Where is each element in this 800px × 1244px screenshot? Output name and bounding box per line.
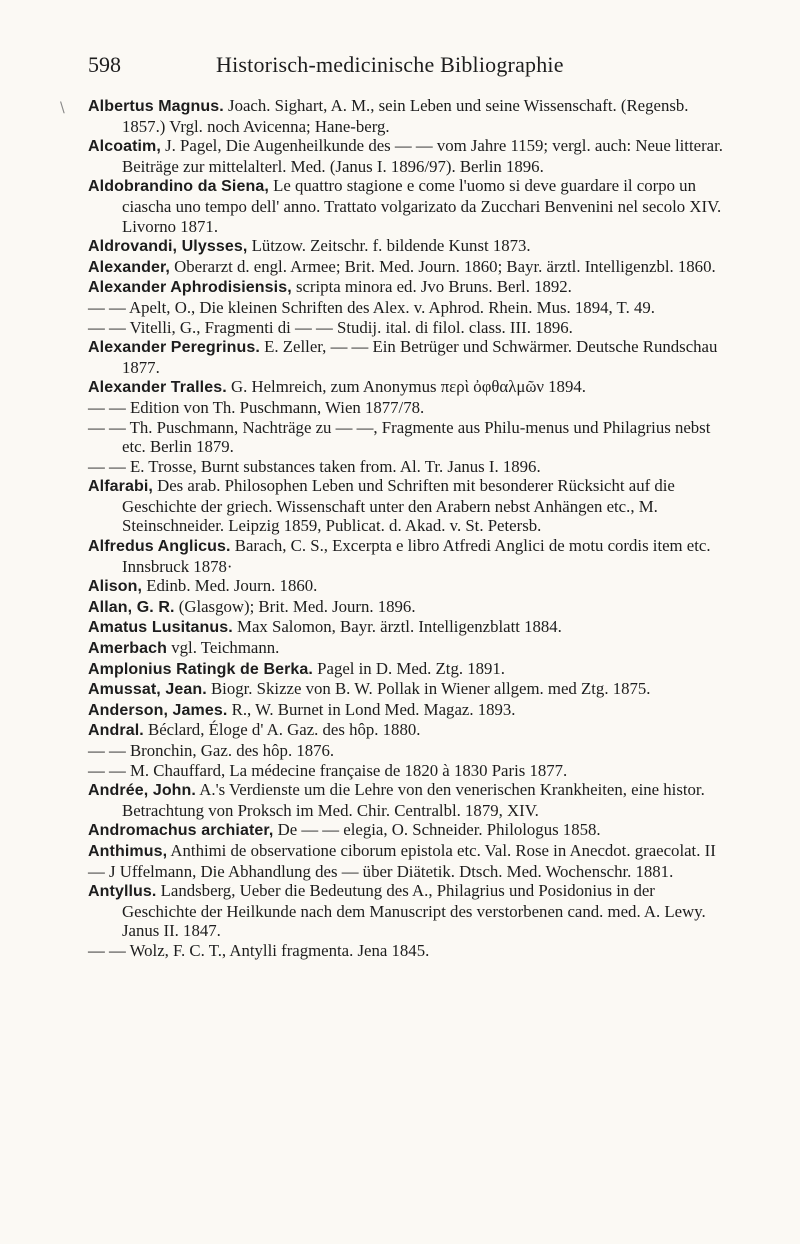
bibliography-entry bbox=[88, 820, 728, 841]
bibliography-entry bbox=[88, 841, 728, 862]
bibliography-entry bbox=[88, 398, 728, 418]
bibliography-entry bbox=[88, 236, 728, 257]
entry-heading: Andrée, John. bbox=[88, 782, 196, 800]
bibliography-entry bbox=[88, 476, 728, 536]
bibliography-entry bbox=[88, 780, 728, 820]
entry-text: — — Vitelli, G., Fragmenti di — — Studij. ital. di filol. class. III. 1896. bbox=[88, 317, 573, 337]
entry-text: Le quattro stagione e come l'uomo si deve guardare il corpo un ciascha uno tempo dell' anno. Trattato volgarizato da Zucchari Benvenini nel secolo XIV. Livorno 1871. bbox=[122, 176, 722, 236]
entry-heading: Alcoatim, bbox=[88, 138, 161, 156]
bibliography-entry bbox=[88, 638, 728, 659]
entry-heading: Anthimus, bbox=[88, 842, 168, 860]
entry-heading: Aldobrandino da Siena, bbox=[88, 178, 269, 196]
entry-heading: Alfarabi, bbox=[88, 478, 153, 496]
bibliography-entry bbox=[88, 277, 728, 298]
bibliography-entry bbox=[88, 720, 728, 741]
entry-text: R., W. Burnet in Lond Med. Magaz. 1893. bbox=[227, 699, 516, 719]
bibliography-entry bbox=[88, 536, 728, 576]
bibliography-entry bbox=[88, 700, 728, 721]
entry-heading: Andromachus archiater, bbox=[88, 822, 274, 840]
entry-text: Joach. Sighart, A. M., sein Leben und seine Wissenschaft. (Regensb. 1857.) Vrgl. noch Avicenna; Hane-berg. bbox=[122, 96, 689, 136]
entry-text: A.'s Verdienste um die Lehre von den venerischen Krankheiten, eine histor. Betrachtung von Proksch im Med. Chir. Centralbl. 1879, XIV. bbox=[122, 780, 705, 820]
entry-text: Oberarzt d. engl. Armee; Brit. Med. Journ. 1860; Bayr. ärztl. Intelligenzbl. 1860. bbox=[169, 256, 716, 276]
entry-text: — — Bronchin, Gaz. des hôp. 1876. bbox=[88, 741, 335, 760]
bibliography-entry bbox=[88, 741, 728, 761]
bibliography-entries bbox=[88, 96, 728, 961]
entry-text: J. Pagel, Die Augenheilkunde des — — vom Jahre 1159; vergl. auch: Neue litterar. Beiträge zur mittelalterl. Med. (Janus I. 1896/97). Berlin 1896. bbox=[122, 136, 723, 176]
bibliography-entry bbox=[88, 881, 728, 941]
entry-text: Barach, C. S., Excerpta e libro Atfredi Anglici de motu cordis item etc. Innsbruck 1878· bbox=[122, 536, 711, 576]
entry-heading: Allan, G. R. bbox=[88, 598, 175, 616]
entry-text: — — Th. Puschmann, Nachträge zu — —, Fragmente aus Philu-menus und Philagrius nebst etc. Berlin 1879. bbox=[88, 417, 711, 457]
bibliography-entry bbox=[88, 257, 728, 278]
entry-text: Pagel in D. Med. Ztg. 1891. bbox=[312, 658, 506, 678]
entry-heading: Alison, bbox=[88, 578, 143, 596]
entry-text: De — — elegia, O. Schneider. Philologus 1858. bbox=[273, 820, 601, 840]
entry-heading: Alexander, bbox=[88, 258, 170, 276]
entry-text: Des arab. Philosophen Leben und Schriften mit besonderer Rücksicht auf die Geschichte der griech. Wissenschaft unter den Arabern nebst Anhängen etc., M. Steinschneider. Leipzig 1859, Publicat. d. Akad. v. St. Petersb. bbox=[122, 476, 675, 536]
entry-text: (Glasgow); Brit. Med. Journ. 1896. bbox=[174, 596, 416, 616]
bibliography-entry bbox=[88, 941, 728, 961]
bibliography-entry bbox=[88, 337, 728, 377]
bibliography-entry bbox=[88, 659, 728, 680]
page-number: 598 bbox=[88, 52, 121, 77]
entry-heading: Antyllus. bbox=[88, 883, 157, 901]
entry-heading: Alexander Tralles. bbox=[88, 379, 227, 397]
entry-heading: Amerbach bbox=[88, 640, 168, 658]
entry-text: Biogr. Skizze von B. W. Pollak in Wiener allgem. med Ztg. 1875. bbox=[206, 679, 651, 699]
running-title: Historisch-medicinische Bibliographie bbox=[216, 52, 564, 77]
entry-heading: Amussat, Jean. bbox=[88, 681, 207, 699]
entry-heading: Amatus Lusitanus. bbox=[88, 619, 233, 637]
bibliography-entry bbox=[88, 96, 728, 136]
entry-heading: Amplonius Ratingk de Berka. bbox=[88, 660, 313, 678]
entry-heading: Anderson, James. bbox=[88, 701, 228, 719]
entry-text: — — M. Chauffard, La médecine française de 1820 à 1830 Paris 1877. bbox=[88, 760, 568, 780]
bibliography-entry bbox=[88, 377, 728, 398]
bibliography-entry bbox=[88, 418, 728, 457]
entry-text: Max Salomon, Bayr. ärztl. Intelligenzblatt 1884. bbox=[232, 617, 562, 637]
entry-text: G. Helmreich, zum Anonymus περὶ ὀφθαλμῶν 1894. bbox=[226, 377, 586, 397]
entry-heading: Aldrovandi, Ulysses, bbox=[88, 238, 248, 256]
bibliography-entry bbox=[88, 136, 728, 176]
bibliography-entry bbox=[88, 679, 728, 700]
bibliography-entry bbox=[88, 862, 728, 882]
entry-text: — J Uffelmann, Die Abhandlung des — über Diätetik. Dtsch. Med. Wochenschr. 1881. bbox=[88, 861, 674, 881]
bibliography-entry bbox=[88, 176, 728, 236]
entry-text: Edinb. Med. Journ. 1860. bbox=[142, 576, 318, 596]
bibliography-entry bbox=[88, 617, 728, 638]
bibliography-entry bbox=[88, 597, 728, 618]
entry-text: Béclard, Éloge d' A. Gaz. des hôp. 1880. bbox=[143, 720, 421, 740]
entry-text: E. Zeller, — — Ein Betrüger und Schwärmer. Deutsche Rundschau 1877. bbox=[122, 337, 718, 377]
entry-heading: Alfredus Anglicus. bbox=[88, 538, 231, 556]
entry-text: Landsberg, Ueber die Bedeutung des A., Philagrius und Posidonius in der Geschichte der Heilkunde nach dem Manuscript des verstorbenen cand. med. A. Lewy. Janus II. 1847. bbox=[122, 881, 706, 941]
entry-heading: Alexander Aphrodisiensis, bbox=[88, 279, 292, 297]
entry-heading: Alexander Peregrinus. bbox=[88, 339, 260, 357]
entry-text: Anthimi de observatione ciborum epistola etc. Val. Rose in Anecdot. graecolat. II bbox=[167, 840, 716, 860]
entry-text: — — E. Trosse, Burnt substances taken from. Al. Tr. Janus I. 1896. bbox=[88, 456, 541, 476]
entry-text: — — Apelt, O., Die kleinen Schriften des Alex. v. Aphrod. Rhein. Mus. 1894, T. 49. bbox=[88, 297, 655, 317]
entry-text: scripta minora ed. Jvo Bruns. Berl. 1892. bbox=[291, 277, 572, 297]
entry-text: vgl. Teichmann. bbox=[167, 638, 280, 658]
bibliography-entry bbox=[88, 318, 728, 338]
bibliography-entry bbox=[88, 576, 728, 597]
entry-heading: Andral. bbox=[88, 722, 144, 740]
running-header bbox=[88, 52, 728, 82]
bibliography-entry bbox=[88, 457, 728, 477]
entry-heading: Albertus Magnus. bbox=[88, 98, 224, 115]
entry-text: Lützow. Zeitschr. f. bildende Kunst 1873. bbox=[247, 236, 531, 256]
margin-mark: \ bbox=[60, 100, 65, 116]
entry-text: — — Wolz, F. C. T., Antylli fragmenta. Jena 1845. bbox=[88, 940, 430, 960]
entry-text: — — Edition von Th. Puschmann, Wien 1877/78. bbox=[88, 397, 425, 417]
bibliography-entry bbox=[88, 298, 728, 318]
bibliography-entry bbox=[88, 761, 728, 781]
